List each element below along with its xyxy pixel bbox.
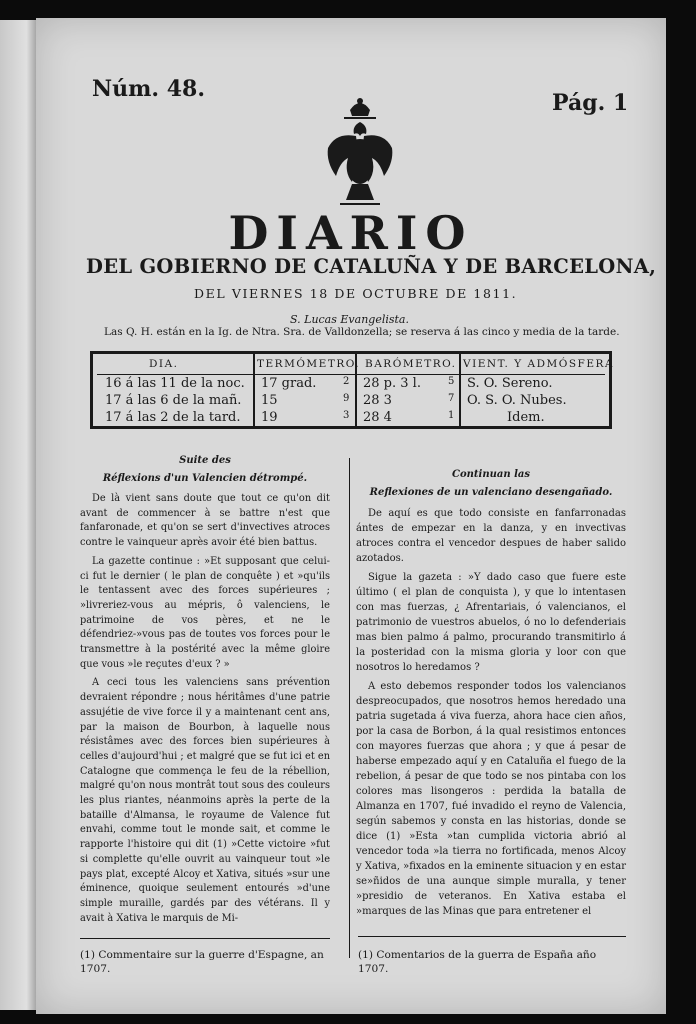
footnote-rule xyxy=(358,936,626,937)
book-binding-edge xyxy=(0,20,38,1010)
column-divider xyxy=(253,354,255,426)
row-termo-frac: 9 xyxy=(343,393,350,404)
row-termo-frac: 3 xyxy=(343,410,350,421)
saint-of-day: S. Lucas Evangelista. xyxy=(290,313,409,326)
row-baro: 28 p. 3 l. xyxy=(363,376,421,391)
mass-notice: Las Q. H. están en la Ig. de Ntra. Sra. de Valldonzella; se reserva á las cinco y media de la tarde. xyxy=(104,326,620,338)
paragraph: Sigue la gazeta : »Y dado caso que fuere este último ( el plan de conquista ), y que lo intentasen con mas fuerzas, ¿ Afrentariais, ó valencianos, el patrimonio de vuestros abuelos, ó no lo defenderiais mas bien palmo á palmo, procurando transmitirlo á la posteridad con la misma gloria y loor con que nosotros lo heredamos ? xyxy=(356,572,626,673)
column-subtitle: Réflexions d'un Valencien détrompé. xyxy=(102,473,308,484)
newspaper-page xyxy=(36,18,666,1014)
header-termometro: TERMÓMETRO. xyxy=(257,358,361,370)
paragraph: A esto debemos responder todos los valencianos despreocupados, que nosotros hemos heredado una patria sugetada á viva fuerza, ahora hace cien años, por la casa de Borbon, á la qual resistimos entonces con mayores fuerzas que ahora ; y que á pesar de haberse empezado aquí y en Cataluña el fuego de la rebelion, á pesar de que todo se nos pintaba con los colores mas lisongeros : perdida la batalla de Almanza en 1707, fué invadido el reyno de Valencia, según sabemos y consta en las historias, donde se dice (1) »Esta »tan cumplida victoria abrió al vencedor toda »la tierra no fortificada, menos Alcoy y Xativa, »fixados en la eminente situacion y en estar se»ñidos de una aunque simple muralla, y tener »presidio de veteranos. En Xativa estaba el »marques de las Minas que para entretener el xyxy=(356,681,626,917)
row-dia: 16 á las 11 de la noc. xyxy=(105,376,245,391)
header-dia: DIA. xyxy=(149,358,179,370)
spanish-column xyxy=(356,466,626,919)
column-rule xyxy=(349,458,350,958)
paragraph: A ceci tous les valenciens sans prévention devraient répondre ; nous héritâmes d'une patrie assujétie de vive force il y a maintenant cent ans, par la maison de Bourbon, à laquelle nous résistâmes avec des forces bien supérieures à celles d'aujourd'hui ; et malgré que se fut ici et en Catalogne que commença le feu de la rébellion, malgré qu'on nous montrât tout sous des couleurs les plus riantes, néanmoins après la perte de la bataille d'Almansa, le royaume de Valence fut envahi, comme tout le monde sait, et comme le rapporte l'histoire qui dit (1) »Cette victoire »fut si complette qu'elle ouvrit au vainqueur tout »le pays plat, excepté Alcoy et Xativa, situés »sur une éminence, quoique seulement entourés »d'une simple muraille, gardés par des vétérans. Il y avait à Xativa le marquis de Mi- xyxy=(80,677,331,924)
header-viento: VIENT. Y ADMÓSFERA xyxy=(463,358,614,370)
row-viento: S. O. Sereno. xyxy=(467,376,553,391)
imperial-eagle-emblem xyxy=(322,92,398,210)
row-baro: 28 4 xyxy=(363,410,392,425)
paragraph: La gazette continue : »Et supposant que celui-ci fut le dernier ( le plan de conquête ) et »qu'ils le tentassent avec des forces supérieures ; »livreriez-vous au mépris, ô valenciens, le patrimoine de vos pères, et ne le défendriez-»vous pas de toutes vos forces pour le transmettre à la postérité avec la même gloire que vous »le reçutes d'eux ? » xyxy=(80,555,330,670)
row-termo-frac: 2 xyxy=(343,376,350,387)
header-barometro: BARÓMETRO. xyxy=(365,358,457,370)
table-header-rule xyxy=(97,374,605,375)
row-viento: Idem. xyxy=(507,410,545,425)
row-dia: 17 á las 6 de la mañ. xyxy=(105,393,242,408)
footnote-rule xyxy=(80,938,330,939)
row-baro-frac: 7 xyxy=(448,393,455,404)
paragraph: De là vient sans doute que tout ce qu'on dit avant de commencer à se battre n'est que fanfaronade, et qu'on se sert d'invectives atroces contre le vainqueur après avoir été bien battus. xyxy=(80,493,330,549)
issue-number: Núm. 48. xyxy=(92,76,205,102)
row-termo: 15 xyxy=(261,393,278,408)
row-viento: O. S. O. Nubes. xyxy=(467,393,567,408)
row-baro-frac: 1 xyxy=(448,410,455,421)
row-termo: 17 grad. xyxy=(261,376,317,391)
column-subtitle: Reflexiones de un valenciano desengañado. xyxy=(369,487,613,498)
issue-date: DEL VIERNES 18 DE OCTUBRE DE 1811. xyxy=(194,286,518,301)
row-termo: 19 xyxy=(261,410,278,425)
column-divider xyxy=(459,354,461,426)
footnote: (1) Comentarios de la guerra de España año 1707. xyxy=(358,949,597,975)
row-baro-frac: 5 xyxy=(448,376,455,387)
footnote: (1) Commentaire sur la guerre d'Espagne, an 1707. xyxy=(80,949,324,975)
row-dia: 17 á las 2 de la tard. xyxy=(105,410,241,425)
paragraph: De aquí es que todo consiste en fanfarronadas ántes de empezar en la danza, y en invectivas atroces contra el vencedor despues de haber salido azotados. xyxy=(356,508,626,564)
newspaper-subtitle: DEL GOBIERNO DE CATALUÑA Y DE BARCELONA, xyxy=(86,255,657,278)
page-number: Pág. 1 xyxy=(552,90,629,116)
french-column xyxy=(80,452,330,926)
row-baro: 28 3 xyxy=(363,393,392,408)
column-title: Suite des xyxy=(179,455,231,466)
column-title: Continuan las xyxy=(452,469,530,480)
newspaper-title: DIARIO xyxy=(228,206,474,260)
weather-table xyxy=(90,351,612,429)
